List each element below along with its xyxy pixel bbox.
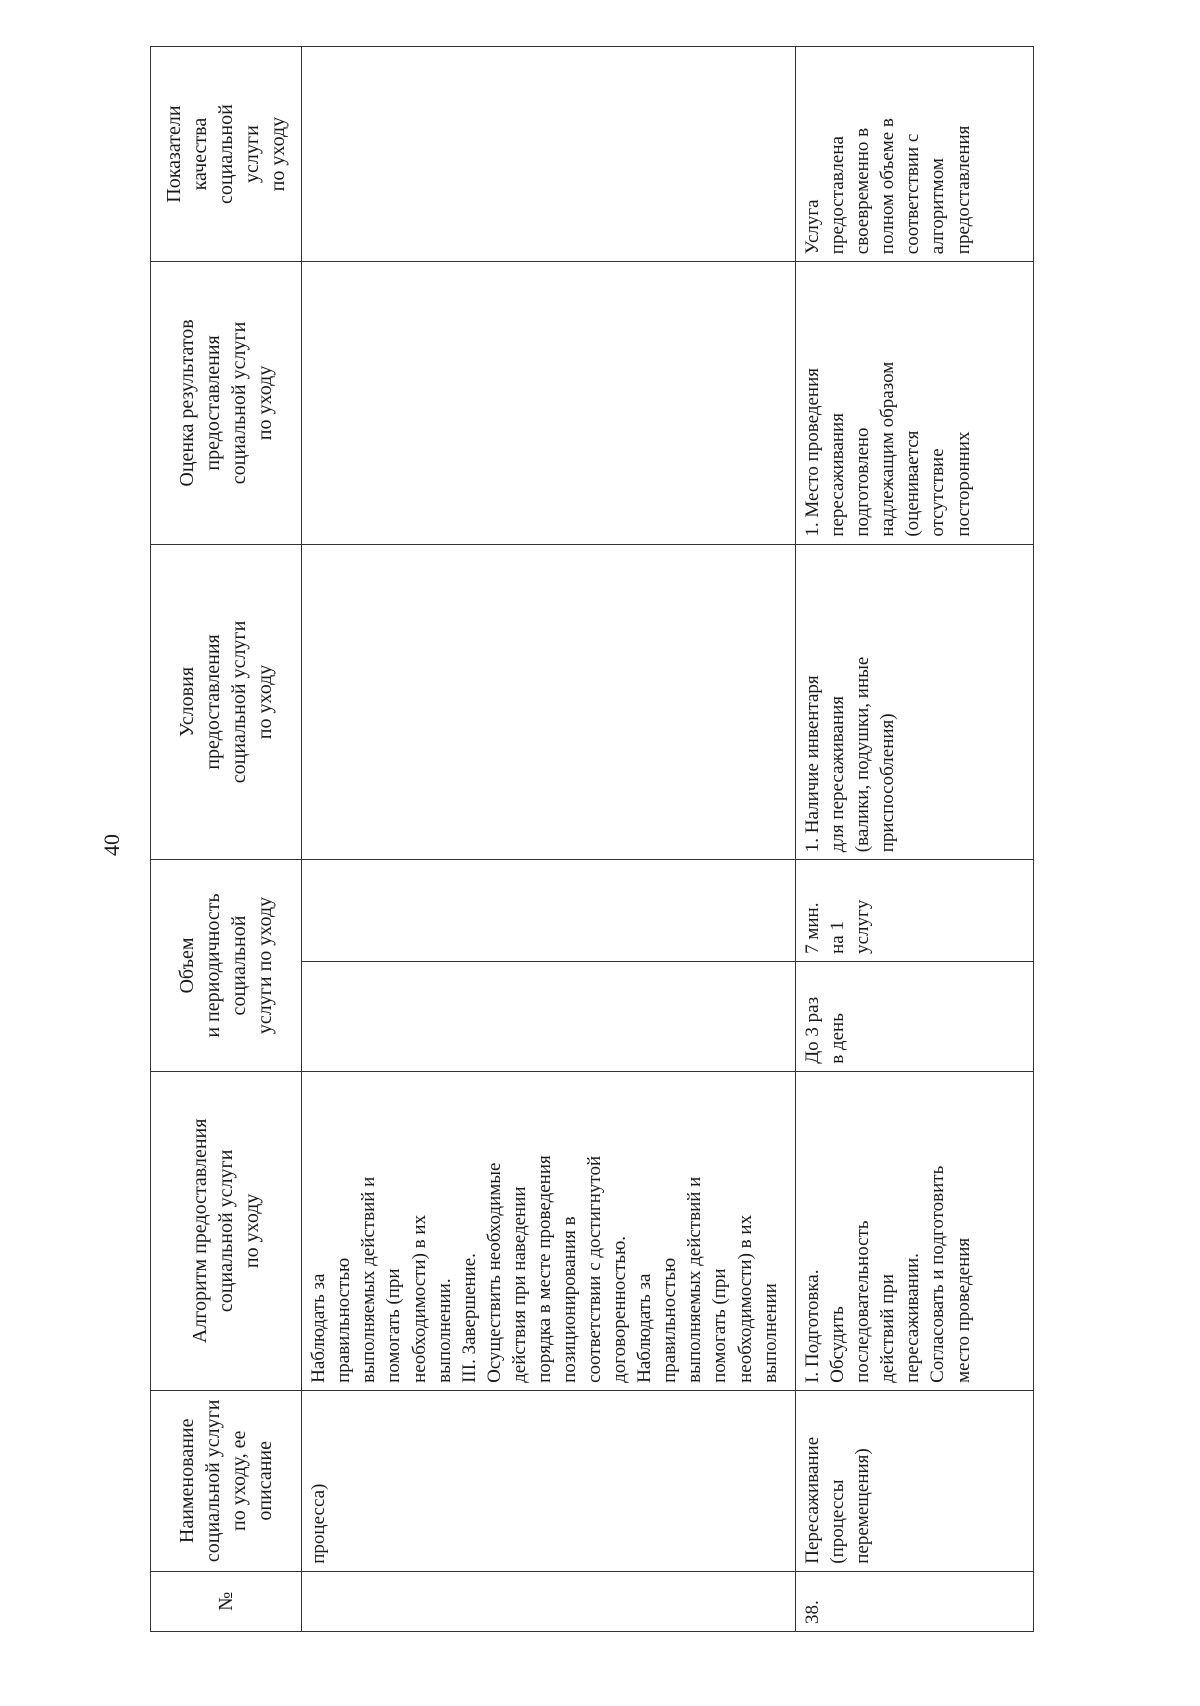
row-frequency: До 3 раз в день	[796, 961, 1034, 1071]
table-row	[302, 47, 796, 1632]
row-frequency	[302, 961, 796, 1071]
row-num: 38.	[796, 1571, 1034, 1631]
row-duration	[302, 860, 796, 962]
row-duration: 7 мин. на 1 услугу	[796, 860, 1034, 962]
services-table	[150, 46, 1034, 1632]
row-quality	[302, 47, 796, 262]
rotated-table-wrapper	[150, 46, 1034, 1632]
header-evaluation: Оценка результатов предоставления социальной услуги по уходу	[151, 262, 302, 544]
row-algorithm: Наблюдать за правильностью выполняемых действий и помогать (при необходимости) в их выполнении. III. Завершение. Осуществить необходимые действия при наведении порядка в месте проведения позиционирования в соответствии с достигнутой договоренностью. Наблюдать за правильностью выполняемых действий и помогать (при необходимости) в их выполнении	[302, 1071, 796, 1390]
header-conditions: Условия предоставления социальной услуги по уходу	[151, 544, 302, 860]
row-evaluation	[302, 262, 796, 544]
page-number: 40	[99, 834, 124, 856]
row-conditions	[302, 544, 796, 860]
row-name: Пересаживание (процессы перемещения)	[796, 1390, 1034, 1571]
row-algorithm: I. Подготовка. Обсудить последовательность действий при пересаживании. Согласовать и подготовить место проведения	[796, 1071, 1034, 1390]
row-evaluation: 1. Место проведения пересаживания подготовлено надлежащим образом (оценивается отсутствие посторонних	[796, 262, 1034, 544]
table-header-row	[151, 47, 302, 1632]
header-algorithm: Алгоритм предоставления социальной услуги по уходу	[151, 1071, 302, 1390]
row-name: процесса)	[302, 1390, 796, 1571]
row-quality: Услуга предоставлена своевременно в полном объеме в соответствии с алгоритмом предоставления	[796, 47, 1034, 262]
table-row	[796, 47, 1034, 1632]
header-num: №	[151, 1571, 302, 1631]
header-quality: Показатели качества социальной услуги по уходу	[151, 47, 302, 262]
header-volume: Объем и периодичность социальной услуги по уходу	[151, 860, 302, 1072]
row-num	[302, 1571, 796, 1631]
header-name: Наименование социальной услуги по уходу, ее описание	[151, 1390, 302, 1571]
row-conditions: 1. Наличие инвентаря для пересаживания (валики, подушки, иные приспособления)	[796, 544, 1034, 860]
